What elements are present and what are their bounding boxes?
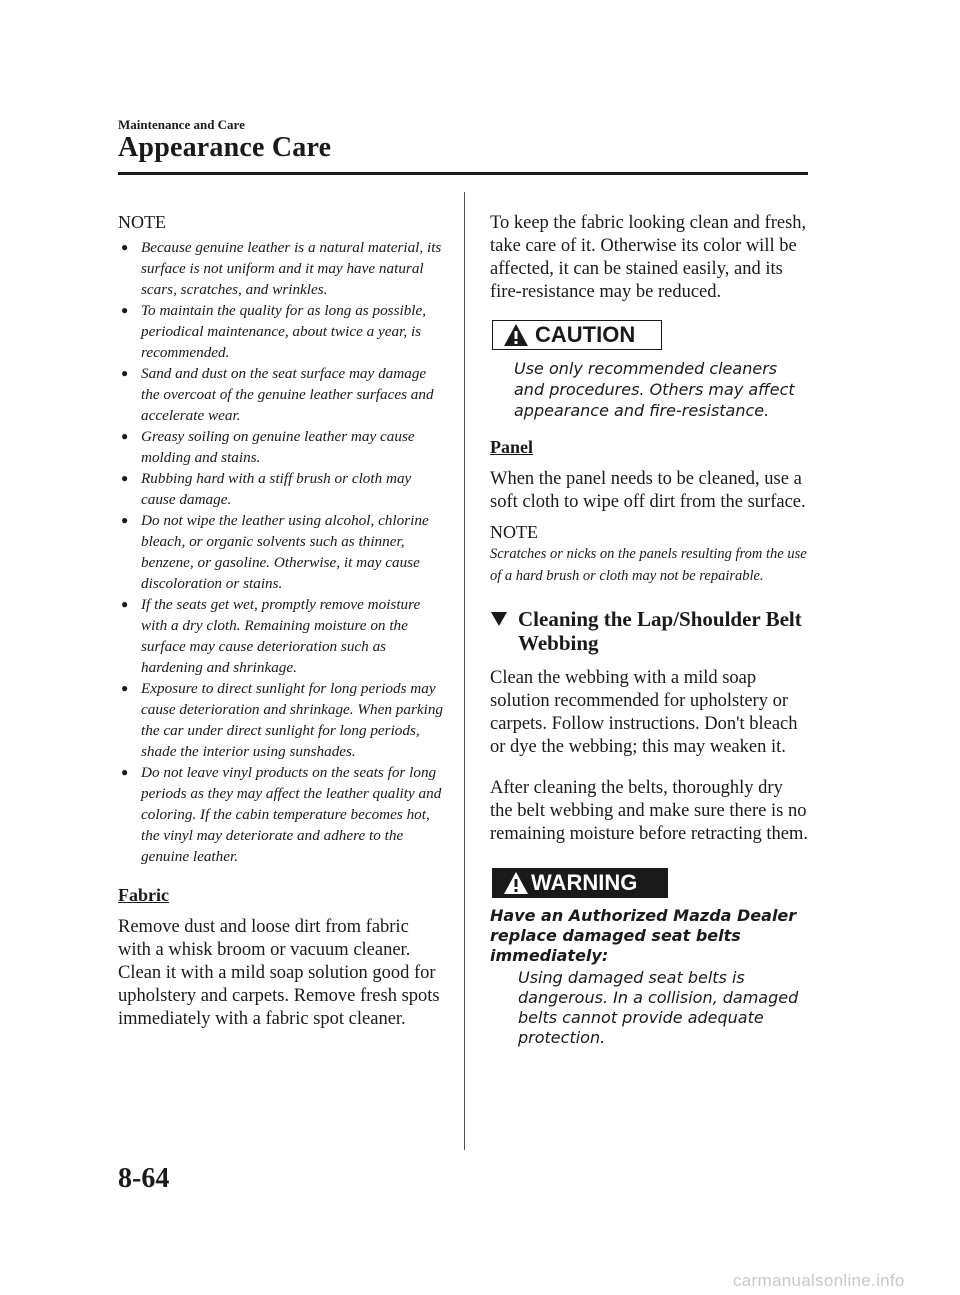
- panel-note-text: Scratches or nicks on the panels resulting from the use of a hard brush or cloth may not be repairable.: [490, 546, 807, 584]
- title-rule: [118, 172, 808, 175]
- caution-label: CAUTION: [535, 322, 636, 347]
- warning-label-box: [492, 868, 668, 898]
- panel-heading: Panel: [490, 437, 533, 457]
- bullet-icon: ●: [121, 366, 129, 380]
- caution-label-box: [492, 320, 662, 350]
- warning-label: WARNING: [531, 870, 638, 895]
- bullet-icon: ●: [121, 513, 129, 527]
- section-triangle-icon: [490, 611, 508, 627]
- note-item: ● Do not wipe the leather using alcohol, chlorine bleach, or organic solvents such as thinner, benzene, or gasoline. Otherwise, it may cause discoloration or stains.: [121, 512, 429, 592]
- panel-text: When the panel needs to be cleaned, use a soft cloth to wipe off dirt from the surface.: [490, 469, 806, 512]
- page-title: Appearance Care: [118, 132, 332, 163]
- fabric-intro-text: To keep the fabric looking clean and fresh, take care of it. Otherwise its color will be affected, it can be stained easily, and its fire-resistance may be reduced.: [490, 213, 807, 302]
- note-item: ● Sand and dust on the seat surface may damage the overcoat of the genuine leather surfaces and accelerate wear.: [121, 365, 434, 424]
- bullet-icon: ●: [121, 240, 129, 254]
- bullet-icon: ●: [121, 429, 129, 443]
- note-label: NOTE: [118, 212, 166, 232]
- bullet-icon: ●: [121, 471, 129, 485]
- section-label: Maintenance and Care: [118, 117, 245, 132]
- warning-bold-text: Have an Authorized Mazda Dealer replace damaged seat belts immediately:: [490, 906, 797, 965]
- right-column: [490, 212, 810, 1048]
- bullet-icon: ●: [121, 303, 129, 317]
- panel-note-label: NOTE: [490, 522, 538, 542]
- bullet-icon: ●: [121, 597, 129, 611]
- note-list: [118, 237, 446, 867]
- note-item: ● Exposure to direct sunlight for long periods may cause deterioration and shrinkage. When parking the car under direct sunlight for long periods, shade the interior using sunshades.: [121, 680, 444, 760]
- warning-triangle-icon: [503, 323, 529, 347]
- column-divider: [464, 192, 465, 1150]
- fabric-text: Remove dust and loose dirt from fabric with a whisk broom or vacuum cleaner. Clean it with a mild soap solution good for upholstery and carpets. Remove fresh spots immediately with a fabric spot cleaner.: [118, 917, 440, 1029]
- note-item: ● Greasy soiling on genuine leather may cause molding and stains.: [121, 428, 415, 466]
- footer-watermark: carmanualsonline.info: [733, 1271, 905, 1290]
- warning-triangle-icon: [503, 871, 529, 895]
- fabric-heading: Fabric: [118, 885, 169, 905]
- belt-text-1: Clean the webbing with a mild soap solution recommended for upholstery or carpets. Follow instructions. Don't bleach or dye the webbing; this may weaken it.: [490, 668, 798, 757]
- warning-text: Using damaged seat belts is dangerous. In a collision, damaged belts cannot provide adequate protection.: [518, 968, 799, 1047]
- note-item: ● If the seats get wet, promptly remove moisture with a dry cloth. Remaining moisture on the surface may cause deterioration such as hardening and shrinkage.: [121, 596, 421, 676]
- note-item: ● Do not leave vinyl products on the seats for long periods as they may affect the leather quality and coloring. If the cabin temperature becomes hot, the vinyl may deteriorate and adhere to the genuine leather.: [121, 764, 442, 865]
- note-item: ● To maintain the quality for as long as possible, periodical maintenance, about twice a year, is recommended.: [121, 302, 427, 361]
- belt-section-heading: Cleaning the Lap/Shoulder Belt Webbing: [490, 607, 810, 655]
- bullet-icon: ●: [121, 765, 129, 779]
- bullet-icon: ●: [121, 681, 129, 695]
- caution-text: Use only recommended cleaners and procedures. Others may affect appearance and fire-resistance.: [514, 359, 795, 420]
- note-item: ● Because genuine leather is a natural material, its surface is not uniform and it may have natural scars, scratches, and wrinkles.: [121, 239, 442, 298]
- note-item: ● Rubbing hard with a stiff brush or cloth may cause damage.: [121, 470, 412, 508]
- left-column: [118, 212, 446, 1031]
- belt-text-2: After cleaning the belts, thoroughly dry the belt webbing and make sure there is no remaining moisture before retracting them.: [490, 778, 808, 844]
- page-number: 8-64: [118, 1163, 170, 1194]
